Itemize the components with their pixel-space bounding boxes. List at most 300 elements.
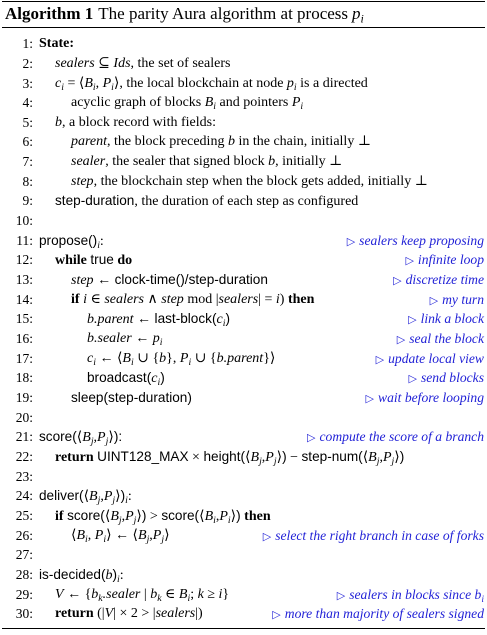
comment-triangle-icon [337,587,349,602]
code-variable: step [71,273,94,289]
code-function: deliver( [39,488,84,504]
line-comment [408,368,484,389]
algorithm-line-20 [0,408,487,428]
code-subscript: i [293,81,297,93]
code-text: ⟨ [71,527,77,543]
algorithm-line-19 [0,388,487,408]
code-text: , a block record with fields: [62,114,216,130]
code-text: | [140,586,151,602]
line-comment [376,349,484,370]
line-code [55,506,271,527]
code-function: step-num( [301,448,363,464]
code-variable: b [268,154,276,170]
comment-triangle-icon [263,528,275,543]
code-text: ≥ [203,586,219,602]
code-text: ⟨ [362,449,369,465]
line-code [87,368,165,389]
algorithm-line-6 [0,132,487,152]
algorithm-line-9 [0,191,487,211]
code-text: ← { [63,586,92,602]
code-subscript: i [117,573,120,585]
line-code [87,349,275,369]
code-text: mod | [183,291,219,307]
code-text: × [188,449,204,465]
code-variable: b [159,350,167,366]
line-code [55,250,132,271]
line-code [39,34,74,54]
algorithm-label: Algorithm 1 [5,4,94,23]
code-variable: i [218,586,223,602]
code-text: ← [93,273,115,289]
code-variable: sealers [55,55,95,71]
code-subscript: i [93,356,96,368]
code-text: is a directed [296,75,368,91]
code-subscript: i [213,514,216,526]
code-subscript: i [103,533,107,545]
code-text: , [261,449,266,465]
title-subscript: i [360,11,364,26]
comment-triangle-icon [430,292,442,307]
code-text: , the set of sealers [130,55,231,71]
code-variable: P [382,449,392,465]
line-code [39,427,122,448]
code-text: , the blockchain step when the block gets added, initially ⊥ [93,173,428,189]
code-text: ⟩ [115,489,121,505]
line-number: 6: [22,134,33,150]
code-variable: P [179,350,189,366]
code-text: acyclic graph of blocks [71,95,205,111]
bottom-rule [2,628,485,629]
code-text: ; [190,586,198,602]
code-variable: k [197,586,204,602]
line-code [71,172,428,192]
line-comment [307,427,484,448]
line-number: 12: [15,252,33,268]
line-number: 30: [15,606,33,622]
line-code [55,113,216,133]
code-variable: c [55,75,62,91]
code-variable: B [122,350,131,366]
code-variable: V [55,586,64,602]
code-keyword: if [55,508,64,524]
comment-triangle-icon [376,351,388,366]
code-variable: B [204,95,214,111]
code-function: score( [67,507,105,523]
code-variable: B [138,527,147,543]
line-number: 9: [22,193,33,209]
caption-rule [2,27,485,28]
code-variable: b [55,114,62,130]
code-text: , the block preceding [107,134,228,150]
code-function: ) [282,448,287,464]
algorithm-line-23 [0,467,487,487]
code-subscript: i [213,101,217,113]
code-variable: .sealer [102,586,141,602]
line-code [71,270,268,291]
comment-text: sealers in blocks since [349,586,475,602]
code-variable: P [265,449,274,465]
code-function: clock-time()/step-duration [114,272,268,288]
code-variable: V [104,606,114,622]
line-comment [337,585,484,606]
algorithm-body [0,34,487,624]
code-keyword: return [55,449,94,465]
code-text: ⟩ [108,430,114,446]
code-keyword: State: [39,36,74,52]
code-text: ← ⟨ [95,350,123,366]
algorithm-line-28 [0,565,487,585]
code-subscript: i [111,81,114,93]
algorithm-line-24 [0,486,487,506]
code-subscript: j [133,514,137,526]
comment-text: seal the block [409,331,484,347]
code-variable: B [178,586,188,602]
title-variable: p [352,4,361,23]
code-text: ⟩ [394,449,400,465]
line-code [87,309,230,330]
code-function: score( [39,429,77,445]
code-function: UINT128_MAX [97,448,189,464]
code-function: height( [203,448,246,464]
code-text: > [146,508,162,524]
code-variable: sealers [218,291,259,307]
code-text: ⟨ [104,508,111,524]
code-text: , [93,430,98,446]
code-subscript: k [157,592,162,604]
code-subscript: j [97,495,101,507]
line-number: 18: [15,370,33,386]
code-variable: sealers [155,606,196,622]
comment-text: b [474,586,482,602]
code-subscript: i [85,533,88,545]
code-variable: P [219,508,228,524]
code-variable: Ids [113,55,131,71]
comment-triangle-icon [397,331,409,346]
code-variable: sealers [104,291,144,307]
code-text: = ⟨ [63,75,85,91]
code-text: ⟩ [164,527,170,543]
code-text: ⟨ [83,489,90,505]
code-variable: P [152,527,162,543]
comment-text: wait before looping [378,390,484,405]
code-variable: step [161,291,184,307]
code-subscript: i [188,356,192,368]
code-function: propose() [39,232,98,248]
algorithm-line-29 [0,585,487,605]
code-keyword: while [55,253,87,269]
line-number: 23: [15,468,33,484]
code-function: sleep(step-duration) [71,390,192,405]
code-text: − [286,449,302,465]
code-function: ) [112,566,118,582]
line-comment [408,309,484,330]
code-text: , the sealer that signed block [105,154,269,170]
code-variable: P [125,508,134,524]
code-text: ⊆ [94,55,114,71]
code-text: ← [133,312,155,328]
code-variable: P [97,430,106,446]
line-number: 14: [15,291,33,307]
line-code [55,74,368,94]
code-function: ) [399,448,405,464]
code-variable: B [82,430,91,446]
comment-triangle-icon [408,370,420,385]
code-variable: b [91,586,99,602]
code-function: is-decided( [39,566,106,582]
line-number: 11: [16,232,33,248]
code-function: step-duration [55,193,135,209]
code-text: , [87,527,95,543]
code-function: ) [141,507,147,523]
line-comment [263,526,484,547]
algorithm-line-2 [0,54,487,74]
code-subscript: i [222,318,226,330]
code-variable: P [94,527,104,543]
algorithm-title: The parity Aura algorithm at process [98,4,349,23]
code-text: , [100,489,104,505]
code-subscript: i [227,514,231,526]
code-keyword: then [244,508,271,524]
code-variable: B [368,449,377,465]
code-subscript: i [159,336,163,348]
line-code [71,388,192,409]
line-number: 27: [15,547,33,563]
code-subscript: i [187,592,191,604]
line-comment [347,231,484,252]
code-variable: b [150,586,158,602]
code-subscript: j [273,455,277,467]
code-variable: b.parent [216,350,264,366]
algorithm-line-1 [0,34,487,54]
algorithm-line-4 [0,93,487,113]
code-subscript: j [391,455,395,467]
code-variable: b [227,134,235,150]
line-number: 21: [15,429,33,445]
comment-triangle-icon [272,606,284,621]
code-text: ∪ { [191,350,217,366]
line-number: 5: [22,114,33,130]
code-text: , [149,527,153,543]
code-variable: b [105,567,113,583]
line-number: 2: [22,55,33,71]
code-function: ): [113,429,123,445]
comment-text: select the right branch in case of forks [275,527,484,543]
code-subscript: i [300,101,304,113]
code-variable: B [110,508,119,524]
code-variable: P [102,75,112,91]
line-number: 7: [22,154,33,170]
comment-text: link a block [420,311,484,327]
code-text: , [215,508,220,524]
code-keyword: return [55,606,94,622]
code-text: , [379,449,383,465]
code-text: }⟩ [263,350,276,366]
comment-text: infinite loop [417,252,484,268]
code-function: ) [120,488,126,504]
code-text: : [127,489,132,505]
code-subscript: i [130,356,134,368]
algorithm-line-30 [0,604,487,624]
code-text: ⟩, the local blockchain at node [113,75,287,91]
code-variable: P [103,489,113,505]
code-variable: b.sealer [87,331,132,347]
line-code [55,191,358,212]
line-code [55,447,404,468]
line-comment [393,270,484,291]
code-variable: b.parent [87,312,134,328]
code-variable: sealer [71,154,106,170]
comment-text: discretize time [405,272,484,288]
code-text: , [121,508,126,524]
code-subscript: j [118,514,122,526]
algorithm-line-7 [0,152,487,172]
algorithm-line-26 [0,526,487,546]
algorithm-line-3 [0,74,487,94]
code-subscript: j [259,455,262,467]
code-variable: c [151,371,158,387]
code-variable: step [71,173,94,189]
code-subscript: i [61,81,64,93]
code-text: ⟩ ← ⟨ [106,527,138,543]
line-number: 20: [15,409,33,425]
line-comment [397,329,484,350]
algorithm-line-21 [0,427,487,447]
line-code [87,329,162,349]
code-subscript: k [98,592,103,604]
code-text: } [222,586,230,602]
code-text: ← [131,331,153,347]
algorithm-line-14 [0,290,487,310]
code-subscript: i [92,81,96,93]
code-variable: p [286,75,294,91]
algorithm-line-5 [0,113,487,133]
algorithm-line-13 [0,270,487,290]
code-function: broadcast( [87,370,152,386]
code-text: ⟨ [199,508,205,524]
algorithm-line-10 [0,211,487,231]
line-number: 16: [15,331,33,347]
code-text: ∈ [86,291,105,307]
code-subscript: j [105,436,109,448]
code-variable: p [152,331,160,347]
line-code [71,93,303,113]
comment-triangle-icon [405,252,417,267]
code-function: true [90,252,114,268]
algorithm-line-25 [0,506,487,526]
code-keyword: then [287,291,315,307]
line-code [71,290,314,310]
algorithm-line-16 [0,329,487,349]
code-variable: c [216,312,223,328]
code-text: : [119,567,124,583]
line-code [55,54,230,74]
algorithm-line-12 [0,250,487,270]
code-function: ) [236,507,241,523]
code-variable: B [89,489,98,505]
comment-text: update local view [388,350,484,366]
code-subscript: i [157,377,161,389]
code-text: | = [258,291,276,307]
code-subscript: i [125,495,128,507]
code-text: ) [279,291,288,307]
line-code [55,585,229,605]
line-comment [405,250,484,271]
code-variable: B [76,527,86,543]
code-variable: P [291,95,301,111]
algorithm-line-17 [0,349,487,369]
line-number: 25: [15,507,33,523]
code-subscript: j [161,533,165,545]
line-comment [272,604,484,625]
line-number: 29: [15,586,33,602]
algorithm-line-8 [0,172,487,192]
line-comment [366,388,484,409]
comment-text: compute the score of a branch [319,429,484,445]
code-keyword: if [71,291,80,307]
line-number: 22: [15,448,33,464]
code-function: last-block( [154,311,217,327]
code-text: ∪ { [133,350,160,366]
code-keyword: do [117,253,133,269]
line-number: 17: [15,350,33,366]
line-number: 8: [22,173,33,189]
code-text: , initially ⊥ [275,154,343,170]
code-function: score( [161,507,200,523]
code-variable: c [87,350,94,366]
code-variable: i [275,291,280,307]
code-variable: i [83,291,87,307]
line-code [39,565,124,586]
code-text: , the duration of each step as configured [134,194,359,210]
comment-text: my turn [442,291,484,307]
comment-text: send blocks [420,370,484,386]
comment-triangle-icon [366,390,378,405]
line-number: 13: [15,272,33,288]
line-number: 1: [22,36,33,52]
code-text: : [99,233,104,249]
line-code [71,526,170,546]
line-number: 4: [22,95,33,111]
line-number: 24: [15,488,33,504]
line-code [39,231,104,252]
comment-triangle-icon [408,311,420,326]
code-variable: B [84,75,93,91]
algorithm-line-22 [0,447,487,467]
comment-triangle-icon [307,429,319,444]
comment-text: more than majority of sealers signed [284,606,484,622]
code-variable: B [204,508,214,524]
code-subscript: j [90,436,94,448]
line-number: 3: [22,75,33,91]
comment-triangle-icon [347,233,359,248]
comment-triangle-icon [393,272,405,287]
algorithm-caption [5,2,364,26]
line-number: 26: [15,527,33,543]
line-number: 19: [15,390,33,405]
code-variable: B [250,449,260,465]
code-text: ⟩ [136,508,142,524]
line-comment [430,290,484,311]
algorithm-line-11 [0,231,487,251]
code-text: , [95,75,103,91]
code-text: ⟨ [245,449,251,465]
comment-subscript: i [481,594,484,605]
code-function: ) [160,370,165,386]
code-text: |) [195,606,203,622]
line-number: 28: [15,566,33,582]
line-number: 10: [15,213,33,229]
code-text: ∈ [161,586,179,602]
